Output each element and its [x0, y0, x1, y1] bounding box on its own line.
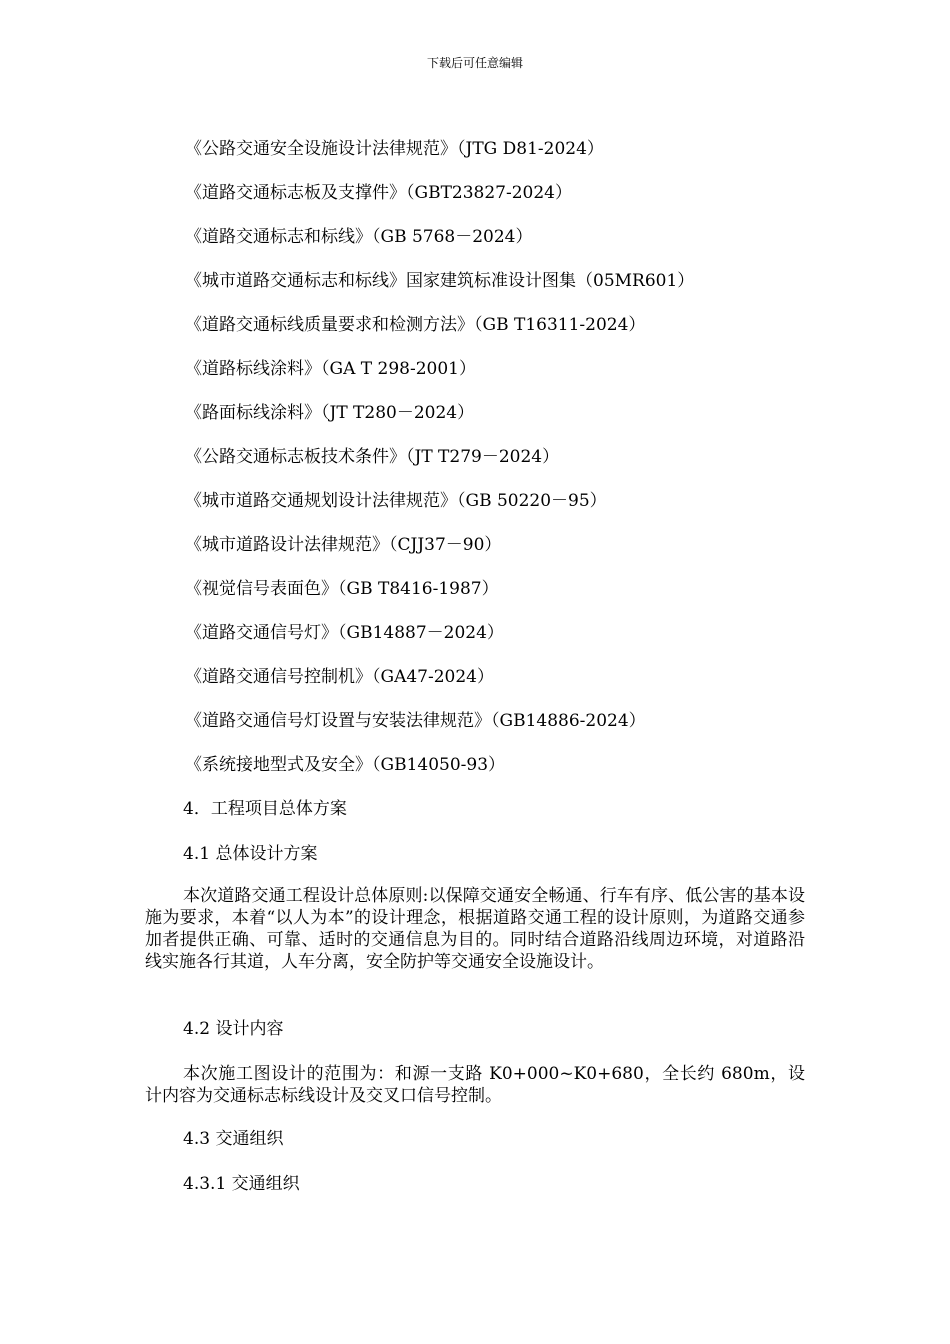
section-4-1-heading: 4.1 总体设计方案 [183, 844, 318, 864]
section-4-3-heading: 4.3 交通组织 [183, 1129, 284, 1149]
reference-item: 《道路交通信号灯》（GB14887－2024） [185, 623, 504, 643]
reference-list [185, 135, 825, 795]
reference-item: 《道路交通信号控制机》（GA47-2024） [185, 667, 494, 687]
reference-item: 《系统接地型式及安全》（GB14050-93） [185, 755, 506, 775]
reference-item: 《道路交通标志板及支撑件》（GBT23827-2024） [185, 183, 572, 203]
reference-item: 《视觉信号表面色》（GB T8416-1987） [185, 579, 499, 599]
section-4-3-1-heading: 4.3.1 交通组织 [183, 1174, 300, 1194]
section-4-1-paragraph: 本次道路交通工程设计总体原则:以保障交通安全畅通、行车有序、低公害的基本设施为要求，本着“以人为本”的设计理念，根据道路交通工程的设计原则，为道路交通参加者提供正确、可靠、适时的交通信息为目的。同时结合道路沿线周边环境，对道路沿线实施各行其道，人车分离，安全防护等交通安全设施设计。 [145, 886, 805, 972]
reference-item: 《道路交通标志和标线》（GB 5768－2024） [185, 227, 533, 247]
reference-item: 《城市道路设计法律规范》（CJJ37－90） [185, 535, 502, 555]
reference-item: 《城市道路交通标志和标线》国家建筑标准设计图集（05MR601） [185, 271, 695, 291]
reference-item: 《公路交通标志板技术条件》（JT T279－2024） [185, 447, 560, 467]
reference-item: 《道路标线涂料》（GA T 298-2001） [185, 359, 476, 379]
reference-item: 《城市道路交通规划设计法律规范》（GB 50220－95） [185, 491, 607, 511]
section-4-heading: 4．工程项目总体方案 [183, 799, 347, 819]
section-4-2-heading: 4.2 设计内容 [183, 1019, 284, 1039]
reference-item: 《公路交通安全设施设计法律规范》（JTG D81-2024） [185, 139, 604, 159]
reference-item: 《路面标线涂料》（JT T280－2024） [185, 403, 475, 423]
page-header-note: 下载后可任意编辑 [426, 56, 523, 70]
reference-item: 《道路交通信号灯设置与安装法律规范》（GB14886-2024） [185, 711, 646, 731]
section-4-2-paragraph: 本次施工图设计的范围为：和源一支路 K0+000~K0+680，全长约 680m，设计内容为交通标志标线设计及交叉口信号控制。 [145, 1064, 805, 1106]
reference-item: 《道路交通标线质量要求和检测方法》（GB T16311-2024） [185, 315, 646, 335]
